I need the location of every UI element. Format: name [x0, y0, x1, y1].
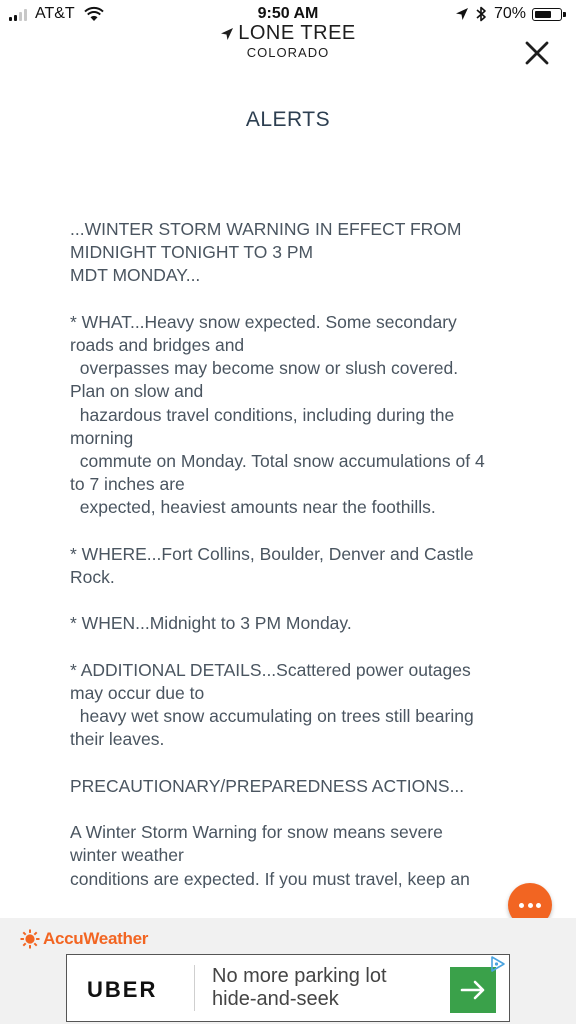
location-arrow-icon: [455, 7, 469, 21]
location-state: COLORADO: [246, 45, 330, 60]
battery-icon: [532, 8, 562, 21]
sun-icon: [20, 929, 40, 949]
arrow-right-icon: [459, 978, 487, 1002]
page-title: ALERTS: [245, 108, 331, 131]
location-header: [0, 22, 576, 46]
accuweather-wordmark: AccuWeather: [43, 929, 149, 948]
close-button[interactable]: [520, 36, 554, 70]
city-name: LONE TREE: [238, 22, 356, 44]
ad-copy: No more parking lot hide-and-seek: [212, 965, 387, 1010]
uber-ad-banner[interactable]: [66, 954, 510, 1022]
more-dots-icon: [519, 903, 524, 908]
location-city: [220, 22, 356, 45]
ad-brand: UBER: [87, 977, 158, 1002]
bluetooth-icon: [475, 5, 487, 23]
clock: 9:50 AM: [257, 5, 319, 22]
close-icon: [520, 36, 554, 70]
ad-divider: [194, 965, 195, 1011]
battery-fill: [535, 11, 552, 18]
alert-text: ...WINTER STORM WARNING IN EFFECT FROM MIDNIGHT TONIGHT TO 3 PM MDT MONDAY... * WHAT...Heavy snow expected. Some secondary roads and bridges and overpasses may become snow or slush covered. Plan on slow and hazardous travel conditions, including during the morning commute on Monday. Total snow accumulations of 4 to 7 inches are expected, heaviest amounts near the foothills. * WHERE...Fort Collins, Boulder, Denver and Castle Rock. * WHEN...Midnight to 3 PM Monday. * ADDITIONAL DETAILS...Scattered power outages may occur due to heavy wet snow accumulating on trees still bearing their leaves. PRECAUTIONARY/PREPAREDNESS ACTIONS... A Winter Storm Warning for snow means severe winter weather conditions are expected. If you must travel, keep an: [70, 219, 485, 888]
location-arrow-icon: [220, 27, 234, 41]
adchoices-icon[interactable]: [488, 955, 508, 973]
accuweather-logo: [20, 929, 148, 949]
ad-cta-button[interactable]: [450, 967, 496, 1013]
carrier-name: AT&T: [35, 5, 75, 22]
battery-percent: 70%: [494, 5, 527, 22]
